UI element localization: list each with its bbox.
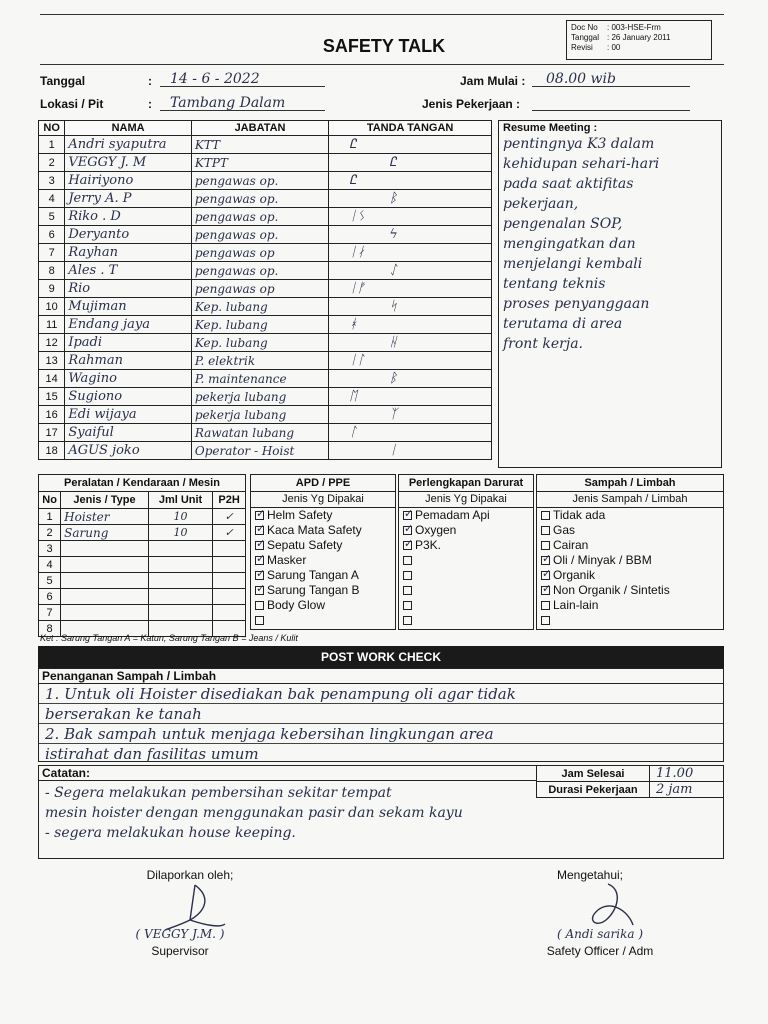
checkbox[interactable] [403, 616, 412, 625]
attendance-table [38, 120, 492, 460]
attendance-row [39, 172, 492, 190]
checkbox[interactable] [541, 511, 550, 520]
resume-line: kehidupan sehari-hari [503, 156, 660, 172]
darurat-item-label: Pemadam Api [415, 508, 490, 522]
equipment-jml[interactable] [148, 589, 212, 605]
attendance-signature[interactable]: ᛚ [329, 424, 492, 442]
equipment-row [39, 541, 246, 557]
resume-line: proses penyanggaan [503, 296, 650, 312]
sampah-item-label: Gas [553, 523, 576, 537]
attendance-nama[interactable]: Mujiman [65, 298, 192, 316]
attendance-row [39, 424, 492, 442]
attendance-nama[interactable]: Endang jaya [65, 316, 192, 334]
sampah-item-label: Cairan [553, 538, 589, 552]
equipment-jml[interactable] [148, 557, 212, 573]
tanggal-field[interactable] [160, 70, 325, 87]
equipment-no: 2 [39, 525, 61, 541]
checkbox[interactable] [541, 601, 550, 610]
col-header-nama: NAMA [65, 121, 192, 136]
attendance-no: 18 [39, 442, 65, 460]
equipment-row [39, 573, 246, 589]
lokasi-value: Tambang Dalam [170, 95, 286, 111]
eq-col-no: No [39, 492, 61, 509]
attendance-signature[interactable]: ᛁᛊ [329, 208, 492, 226]
attendance-row [39, 244, 492, 262]
equipment-row [39, 557, 246, 573]
doc-revision-value: : 00 [607, 43, 621, 52]
attendance-signature[interactable]: Ꮭ [329, 154, 492, 172]
attendance-signature[interactable]: ᛁᛚ [329, 352, 492, 370]
sampah-item [537, 538, 723, 553]
equipment-p2h[interactable] [213, 573, 246, 589]
jam-mulai-field[interactable] [532, 70, 690, 87]
equipment-body [39, 509, 246, 637]
attendance-signature[interactable]: ϟ [329, 226, 492, 244]
sampah-item-label: Lain-lain [553, 598, 599, 612]
attendance-no: 6 [39, 226, 65, 244]
attendance-jabatan[interactable]: Kep. lubang [191, 334, 328, 352]
darurat-item-label: P3K. [415, 538, 442, 552]
resume-line: mengingatkan dan [503, 236, 636, 252]
checkbox[interactable] [255, 601, 264, 610]
checkbox[interactable] [541, 526, 550, 535]
darurat-title: Perlengkapan Darurat [399, 475, 533, 492]
form-title: SAFETY TALK [322, 36, 446, 56]
catatan-label: Catatan: [39, 766, 536, 781]
apd-subtitle: Jenis Yg Dipakai [251, 492, 395, 508]
darurat-box [398, 474, 534, 630]
jenis-pekerjaan-field[interactable] [532, 94, 690, 111]
attendance-row [39, 208, 492, 226]
equipment-no: 8 [39, 621, 61, 637]
checkbox[interactable] [255, 616, 264, 625]
attendance-row [39, 388, 492, 406]
sampah-box [536, 474, 724, 630]
attendance-signature[interactable]: ᛖ [329, 388, 492, 406]
resume-line: menjelangi kembali [503, 256, 643, 272]
sampah-list [537, 508, 723, 628]
darurat-subtitle: Jenis Yg Dipakai [399, 492, 533, 508]
attendance-jabatan[interactable]: pengawas op. [191, 172, 328, 190]
equipment-no: 3 [39, 541, 61, 557]
tanggal-colon: : [148, 74, 152, 88]
sampah-item-label: Non Organik / Sintetis [553, 583, 670, 597]
attendance-jabatan[interactable]: P. maintenance [191, 370, 328, 388]
reporter-role: Supervisor [151, 944, 209, 958]
apd-item-label: Body Glow [267, 598, 326, 612]
attendance-jabatan[interactable]: pengawas op. [191, 262, 328, 280]
doc-date-value: : 26 January 2011 [607, 33, 671, 42]
darurat-item [399, 538, 533, 553]
doc-no-value: : 003-HSE-Frm [607, 23, 661, 32]
resume-line: tentang teknis [503, 276, 606, 292]
jam-mulai-value: 08.00 wib [546, 71, 616, 87]
attendance-signature[interactable]: ᛉ [329, 406, 492, 424]
attendance-no: 5 [39, 208, 65, 226]
checkbox[interactable] [403, 541, 412, 550]
apd-title: APD / PPE [251, 475, 395, 492]
attendance-jabatan[interactable]: pengawas op. [191, 190, 328, 208]
sampah-item [537, 613, 723, 628]
apd-item [251, 568, 395, 583]
apd-item [251, 523, 395, 538]
attendance-jabatan[interactable]: Rawatan lubang [191, 424, 328, 442]
checkbox[interactable] [403, 556, 412, 565]
attendance-no: 9 [39, 280, 65, 298]
jenis-pekerjaan-label: Jenis Pekerjaan : [422, 97, 521, 111]
equipment-jenis[interactable]: Hoister [61, 509, 149, 525]
resume-line: pada saat aktifitas [503, 176, 634, 192]
equipment-row [39, 525, 246, 541]
attendance-signature[interactable]: ᛇ [329, 262, 492, 280]
apd-item-label: Kaca Mata Safety [267, 523, 362, 537]
sampah-item [537, 568, 723, 583]
sampah-item [537, 598, 723, 613]
checkbox[interactable] [541, 586, 550, 595]
lokasi-label: Lokasi / Pit [40, 97, 104, 111]
darurat-item [399, 508, 533, 523]
checkbox[interactable] [255, 541, 264, 550]
equipment-jenis[interactable] [61, 605, 149, 621]
resume-meeting-box[interactable] [498, 120, 722, 468]
apd-item-label: Sarung Tangan A [267, 568, 359, 582]
attendance-no: 15 [39, 388, 65, 406]
darurat-item [399, 613, 533, 628]
doc-date-label: Tanggal [571, 33, 600, 42]
officer-role: Safety Officer / Adm [546, 944, 654, 958]
checkbox[interactable] [403, 586, 412, 595]
attendance-row [39, 370, 492, 388]
attendance-signature[interactable]: ᛁᚠ [329, 280, 492, 298]
attendance-jabatan[interactable]: pekerja lubang [191, 406, 328, 424]
equipment-table [38, 474, 246, 637]
equipment-row [39, 589, 246, 605]
sampah-item-label: Tidak ada [553, 508, 606, 522]
attendance-jabatan[interactable]: Kep. lubang [191, 298, 328, 316]
catatan-line-2: mesin hoister dengan menggunakan pasir dan sekam kayu [45, 805, 463, 821]
attendance-row [39, 262, 492, 280]
attendance-signature[interactable]: ᛋ [329, 298, 492, 316]
apd-item-label: Helm Safety [267, 508, 333, 522]
attendance-nama[interactable]: Sugiono [65, 388, 192, 406]
equipment-title: Peralatan / Kendaraan / Mesin [39, 475, 246, 492]
doc-info-box [566, 20, 712, 60]
attendance-signature[interactable]: ᚼ [329, 316, 492, 334]
attendance-row [39, 334, 492, 352]
attendance-jabatan[interactable]: pengawas op [191, 280, 328, 298]
attendance-signature[interactable]: ᚺ [329, 334, 492, 352]
attendance-no: 8 [39, 262, 65, 280]
checkbox[interactable] [403, 526, 412, 535]
attendance-nama[interactable]: Jerry A. P [65, 190, 192, 208]
dilaporkan-label: Dilaporkan oleh; [146, 868, 234, 882]
attendance-nama[interactable]: Edi wijaya [65, 406, 192, 424]
ket-note: Ket : Sarung Tangan A = Katun, Sarung Tangan B = Jeans / Kulit [40, 633, 298, 643]
durasi-label: Durasi Pekerjaan [537, 782, 650, 798]
attendance-nama[interactable]: AGUS joko [65, 442, 192, 460]
equipment-p2h[interactable] [213, 541, 246, 557]
tanggal-value: 14 - 6 - 2022 [170, 71, 260, 87]
equipment-jenis[interactable] [61, 589, 149, 605]
reporter-name: ( VEGGY J.M. ) [135, 927, 225, 941]
attendance-no: 1 [39, 136, 65, 154]
checkbox[interactable] [541, 616, 550, 625]
darurat-item [399, 598, 533, 613]
attendance-no: 17 [39, 424, 65, 442]
equipment-no: 1 [39, 509, 61, 525]
attendance-row [39, 226, 492, 244]
penanganan-label: Penanganan Sampah / Limbah [42, 669, 217, 683]
equipment-no: 6 [39, 589, 61, 605]
officer-name: ( Andi sarika ) [556, 927, 644, 941]
attendance-row [39, 136, 492, 154]
resume-meeting-text [503, 134, 717, 354]
attendance-row [39, 352, 492, 370]
apd-item [251, 508, 395, 523]
post-work-check-banner: POST WORK CHECK [38, 646, 724, 668]
jam-mulai-label: Jam Mulai : [460, 74, 526, 88]
attendance-no: 11 [39, 316, 65, 334]
apd-item-label: Masker [267, 553, 307, 567]
apd-item [251, 538, 395, 553]
lokasi-field[interactable] [160, 94, 325, 111]
sampah-subtitle: Jenis Sampah / Limbah [537, 492, 723, 508]
jam-selesai-box [536, 765, 724, 797]
jam-selesai-value[interactable]: 11.00 [650, 766, 724, 782]
equipment-jenis[interactable] [61, 557, 149, 573]
resume-line: pentingnya K3 dalam [503, 136, 655, 152]
attendance-jabatan[interactable]: Kep. lubang [191, 316, 328, 334]
checkbox[interactable] [403, 511, 412, 520]
attendance-no: 13 [39, 352, 65, 370]
apd-item-label: Sepatu Safety [267, 538, 343, 552]
penanganan-line-3: 2. Bak sampah untuk menjaga kebersihan lingkungan area [39, 724, 723, 744]
attendance-no: 16 [39, 406, 65, 424]
darurat-item [399, 523, 533, 538]
attendance-row [39, 316, 492, 334]
equipment-jenis[interactable] [61, 573, 149, 589]
attendance-nama[interactable]: Andri syaputra [65, 136, 192, 154]
attendance-signature[interactable]: Ꮭ [329, 136, 492, 154]
attendance-no: 7 [39, 244, 65, 262]
checkbox[interactable] [403, 601, 412, 610]
attendance-signature[interactable]: ᛒ [329, 370, 492, 388]
checkbox[interactable] [541, 556, 550, 565]
equipment-jml[interactable] [148, 573, 212, 589]
lokasi-colon: : [148, 97, 152, 111]
penanganan-line-1: 1. Untuk oli Hoister disediakan bak penampung oli agar tidak [39, 684, 723, 704]
sampah-item [537, 508, 723, 523]
attendance-nama[interactable]: Riko . D [65, 208, 192, 226]
resume-line: pekerjaan, [503, 196, 579, 212]
sampah-item [537, 523, 723, 538]
catatan-line-3: - segera melakukan house keeping. [45, 825, 296, 841]
equipment-p2h[interactable] [213, 589, 246, 605]
attendance-no: 12 [39, 334, 65, 352]
resume-meeting-title: Resume Meeting : [503, 122, 598, 134]
resume-line: pengenalan SOP, [503, 216, 623, 232]
penanganan-box[interactable] [38, 668, 724, 762]
equipment-p2h[interactable]: ✓ [213, 525, 246, 541]
apd-box [250, 474, 396, 630]
apd-item [251, 598, 395, 613]
sampah-item-label: Organik [553, 568, 596, 582]
equipment-p2h[interactable]: ✓ [213, 509, 246, 525]
attendance-nama[interactable]: Wagino [65, 370, 192, 388]
checkbox[interactable] [255, 586, 264, 595]
equipment-jenis[interactable]: Sarung [61, 525, 149, 541]
attendance-no: 14 [39, 370, 65, 388]
catatan-line-1: - Segera melakukan pembersihan sekitar tempat [45, 785, 392, 801]
attendance-nama[interactable]: VEGGY J. M [65, 154, 192, 172]
attendance-signature[interactable]: ᛒ [329, 190, 492, 208]
attendance-jabatan[interactable]: Operator - Hoist [191, 442, 328, 460]
attendance-nama[interactable]: Deryanto [65, 226, 192, 244]
checkbox[interactable] [541, 571, 550, 580]
attendance-no: 3 [39, 172, 65, 190]
sampah-item-label: Oli / Minyak / BBM [553, 553, 652, 567]
attendance-no: 2 [39, 154, 65, 172]
attendance-nama[interactable]: Hairiyono [65, 172, 192, 190]
apd-item [251, 613, 395, 628]
sampah-item [537, 553, 723, 568]
eq-col-jml: Jml Unit [148, 492, 212, 509]
attendance-no: 10 [39, 298, 65, 316]
doc-no-label: Doc No [571, 23, 598, 32]
checkbox[interactable] [255, 571, 264, 580]
darurat-item [399, 568, 533, 583]
attendance-nama[interactable]: Ales . T [65, 262, 192, 280]
penanganan-line-4: istirahat dan fasilitas umum [45, 745, 259, 763]
apd-item-label: Sarung Tangan B [267, 583, 360, 597]
equipment-jml[interactable] [148, 541, 212, 557]
col-header-no: NO [39, 121, 65, 136]
apd-item [251, 553, 395, 568]
checkbox[interactable] [541, 541, 550, 550]
attendance-header-row [39, 121, 492, 136]
durasi-value[interactable]: 2 jam [650, 782, 724, 798]
equipment-jml[interactable]: 10 [148, 525, 212, 541]
eq-col-jenis: Jenis / Type [61, 492, 149, 509]
checkbox[interactable] [255, 556, 264, 565]
equipment-no: 5 [39, 573, 61, 589]
darurat-item [399, 583, 533, 598]
attendance-row [39, 406, 492, 424]
equipment-no: 7 [39, 605, 61, 621]
darurat-item-label: Oxygen [415, 523, 457, 537]
penanganan-line-2: berserakan ke tanah [39, 704, 723, 724]
attendance-jabatan[interactable]: KTT [191, 136, 328, 154]
apd-item [251, 583, 395, 598]
attendance-jabatan[interactable]: P. elektrik [191, 352, 328, 370]
resume-line: terutama di area [503, 316, 623, 332]
header-rule [40, 64, 724, 65]
top-rule [40, 14, 724, 15]
attendance-body [39, 136, 492, 460]
tanggal-label: Tanggal [40, 74, 86, 88]
attendance-signature[interactable]: Ꮭ [329, 172, 492, 190]
attendance-signature[interactable]: ᛁᛅ [329, 244, 492, 262]
equipment-row [39, 509, 246, 525]
equipment-p2h[interactable] [213, 605, 246, 621]
attendance-row [39, 280, 492, 298]
equipment-jenis[interactable] [61, 541, 149, 557]
darurat-list [399, 508, 533, 628]
attendance-row [39, 442, 492, 460]
attendance-row [39, 154, 492, 172]
attendance-nama[interactable]: Rio [65, 280, 192, 298]
col-header-tanda-tangan: TANDA TANGAN [329, 121, 492, 136]
attendance-jabatan[interactable]: pengawas op [191, 244, 328, 262]
darurat-item [399, 553, 533, 568]
attendance-nama[interactable]: Ipadi [65, 334, 192, 352]
attendance-jabatan[interactable]: pekerja lubang [191, 388, 328, 406]
mengetahui-label: Mengetahui; [556, 868, 624, 882]
sampah-title: Sampah / Limbah [537, 475, 723, 492]
resume-line: front kerja. [503, 336, 583, 352]
apd-list [251, 508, 395, 628]
doc-revision-label: Revisi [571, 43, 593, 52]
attendance-no: 4 [39, 190, 65, 208]
equipment-no: 4 [39, 557, 61, 573]
eq-col-p2h: P2H [213, 492, 246, 509]
attendance-nama[interactable]: Syaiful [65, 424, 192, 442]
attendance-row [39, 298, 492, 316]
equipment-row [39, 605, 246, 621]
attendance-signature[interactable]: ᛁ [329, 442, 492, 460]
checkbox[interactable] [255, 526, 264, 535]
attendance-jabatan[interactable]: pengawas op. [191, 226, 328, 244]
equipment-jml[interactable]: 10 [148, 509, 212, 525]
equipment-p2h[interactable] [213, 557, 246, 573]
attendance-row [39, 190, 492, 208]
attendance-nama[interactable]: Rayhan [65, 244, 192, 262]
col-header-jabatan: JABATAN [191, 121, 328, 136]
attendance-jabatan[interactable]: KTPT [191, 154, 328, 172]
attendance-jabatan[interactable]: pengawas op. [191, 208, 328, 226]
sampah-item [537, 583, 723, 598]
checkbox[interactable] [255, 511, 264, 520]
checkbox[interactable] [403, 571, 412, 580]
attendance-nama[interactable]: Rahman [65, 352, 192, 370]
equipment-jml[interactable] [148, 605, 212, 621]
jam-selesai-label: Jam Selesai [537, 766, 650, 782]
